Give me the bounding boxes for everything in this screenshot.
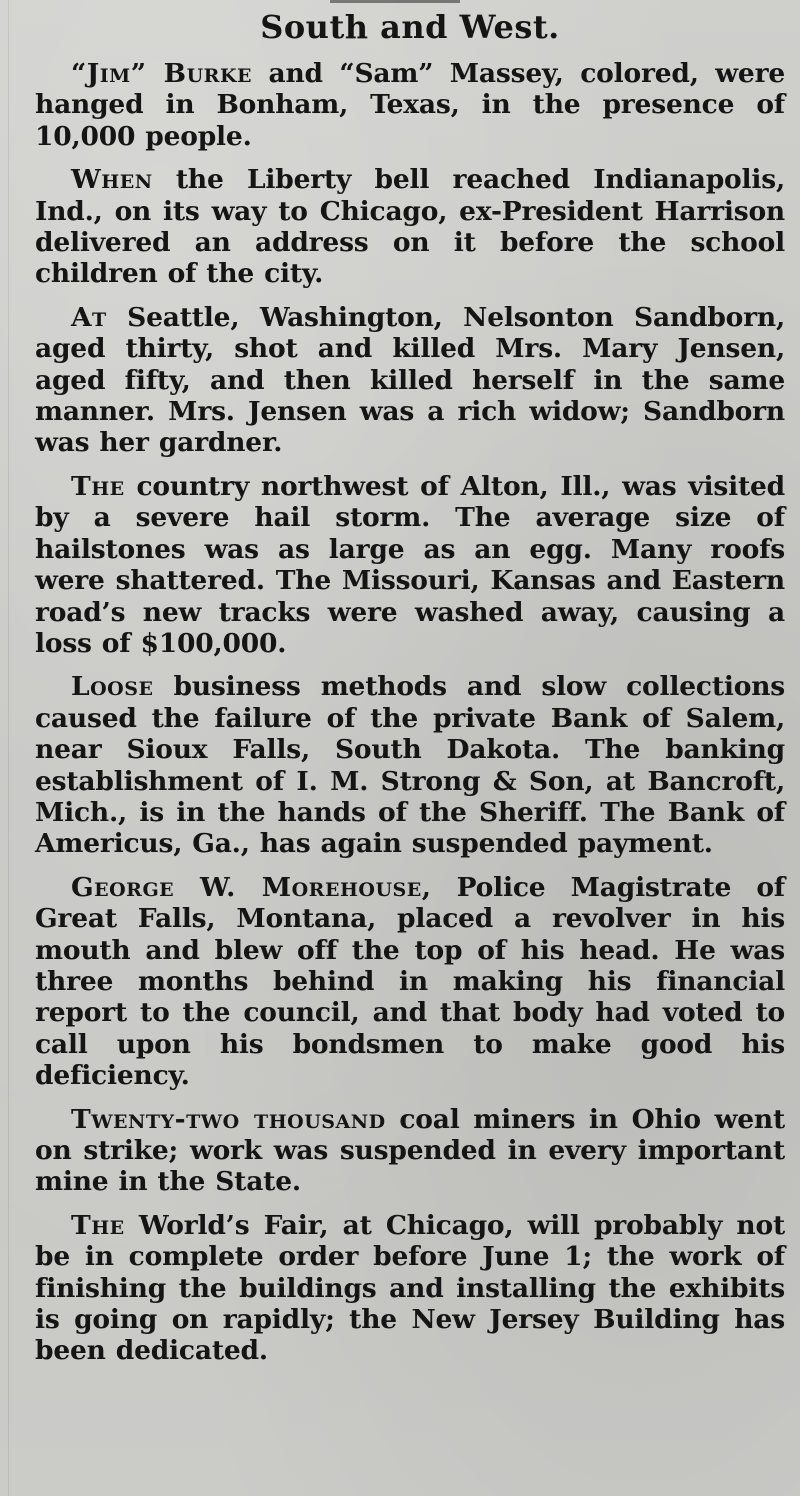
news-item-morehouse [35, 872, 785, 1092]
news-item-seattle [35, 302, 785, 459]
news-item-text: Seattle, Washington, Nelsonton Sandborn, aged thirty, shot and killed Mrs. Mary Jensen, aged fifty, and then killed herself in the same manner. Mrs. Jensen was a rich widow; Sandborn was her gardner. [35, 301, 785, 459]
news-item-text: the Liberty bell reached Indianapolis, Ind., on its way to Chicago, ex-President Harrison delivered an address on it before the school children of the city. [35, 164, 785, 290]
page-edge-shadow [8, 0, 9, 1496]
section-headline: South and West. [260, 8, 560, 46]
news-item-text: World’s Fair, at Chicago, will probably not be in complete order before June 1; the work of finishing the buildings and installing the exhibits is going on rapidly; the New Jersey Building has been dedicated. [35, 1209, 785, 1367]
news-item-text: business methods and slow collections caused the failure of the private Bank of Salem, near Sioux Falls, South Dakota. The banking establishment of I. M. Strong & Son, at Bancroft, Mich., is in the hands of the Sheriff. The Bank of Americus, Ga., has again suspended payment. [35, 671, 785, 860]
news-item-lead: The [71, 470, 125, 502]
news-item-lead: When [71, 164, 153, 196]
news-item-liberty-bell [35, 164, 785, 290]
news-item-text: and “Sam” Massey, colored, were hanged in Bonham, Texas, in the presence of 10,000 people. [35, 58, 785, 152]
news-item-lead: At [71, 301, 107, 333]
news-item-text: coal miners in Ohio went on strike; work was suspended in every important mine in the State. [35, 1103, 785, 1198]
news-item-hail-storm [35, 471, 785, 659]
news-item-lead: Twenty-two thousand [71, 1103, 386, 1135]
news-item-lead: George W. Morehouse, [71, 871, 432, 903]
news-column [35, 0, 785, 1379]
news-item-lead: “Jim” Burke [71, 58, 252, 89]
news-item-text: country northwest of Alton, Ill., was visited by a severe hail storm. The average size of hailstones was as large as an egg. Many roofs were shattered. The Missouri, Kansas and Eastern road’s new tracks were washed away, causing a loss of $100,000. [35, 470, 785, 659]
news-item-coal-strike [35, 1104, 785, 1198]
news-item-worlds-fair [35, 1210, 785, 1367]
news-item-bank-failures [35, 671, 785, 859]
news-item-burke-massey [35, 58, 785, 152]
news-item-lead: Loose [71, 671, 154, 703]
news-item-text: Police Magistrate of Great Falls, Montana, placed a revolver in his mouth and blew off the top of his head. He was three months behind in making his financial report to the council, and that body had voted to call upon his bondsmen to make good his deficiency. [35, 871, 785, 1092]
news-item-lead: The [71, 1209, 125, 1241]
